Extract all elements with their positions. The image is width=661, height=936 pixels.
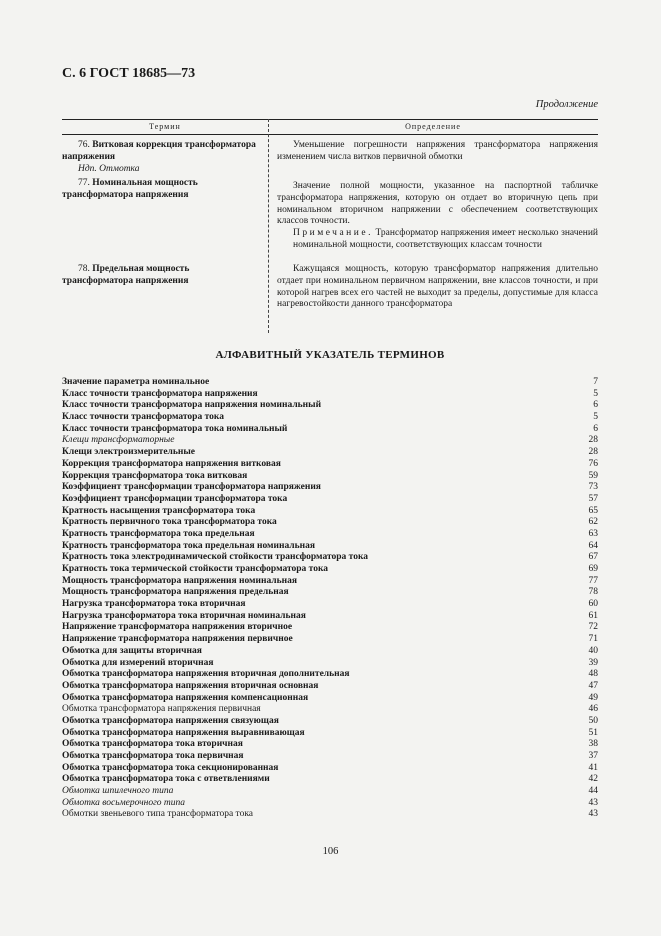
index-entry: Кратность тока термической стойкости трансформатора тока 69 (62, 564, 598, 574)
alphabetical-index (62, 377, 598, 821)
page-number: 106 (322, 846, 339, 857)
index-entry: Обмотка трансформатора напряжения вторичная дополнительная 48 (62, 669, 598, 680)
page-header: С. 6 ГОСТ 18685—73 (62, 66, 196, 81)
term-name: Номинальная мощность трансформатора напряжения (62, 178, 198, 200)
note-text: Трансформатор напряжения имеет несколько значений номинальной мощности, соответствующих классам точности (293, 228, 599, 250)
table-column-divider (268, 119, 269, 333)
definition-text: Кажущаяся мощность, которую трансформатор напряжения длительно отдает при номинальном первичном напряжении, вне классов точности, и при которой нагрев всех его частей не выходит за пределы, допустимые для класса нагревостойкости данного трансформатора (277, 264, 598, 310)
index-entry: Напряжение трансформатора напряжения первичное 71 (62, 634, 598, 645)
index-entry: Коррекция трансформатора напряжения витковая 76 (62, 458, 598, 469)
index-entry: Обмотка трансформатора тока с ответвлениями 42 (62, 774, 598, 785)
index-entry: Кратность трансформатора тока предельная номинальная 64 (62, 540, 598, 551)
index-entry: Обмотка трансформатора тока секционированная 41 (62, 762, 598, 773)
definition-77 (277, 181, 598, 252)
term-76 (62, 140, 262, 175)
column-header-term: Термин (149, 122, 181, 131)
term-name: Витковая коррекция трансформатора напряжения (62, 140, 256, 162)
index-entry: Обмотка шпилечного типа 44 (62, 786, 598, 797)
definition-note (277, 228, 598, 252)
definition-text: Уменьшение погрешности напряжения трансформатора напряжения изменением числа витков первичной обмотки (277, 140, 598, 162)
table-header-rule (62, 134, 598, 135)
index-entry: Обмотка восьмерочного типа 43 (62, 797, 598, 808)
index-entry: Коэффициент трансформации трансформатора напряжения 73 (62, 482, 598, 493)
index-entry: Обмотка трансформатора тока первичная 37 (62, 751, 598, 761)
index-entry: Мощность трансформатора напряжения предельная 78 (62, 587, 598, 598)
note-label: Примечание. (293, 228, 373, 239)
index-entry: Обмотка для измерений вторичная 39 (62, 657, 598, 668)
definition-text: Значение полной мощности, указанное на паспортной табличке трансформатора напряжения, которую он отдает во вторичную цепь при номинальном вторичном напряжении с обеспечением соответствующих классов точности. (277, 181, 598, 227)
index-entry: Класс точности трансформатора напряжения 5 (62, 388, 598, 399)
index-entry: Нагрузка трансформатора тока вторичная 60 (62, 599, 598, 610)
index-entry: Кратность первичного тока трансформатора тока 62 (62, 517, 598, 528)
continuation-label: Продолжение (535, 99, 598, 110)
index-title: АЛФАВИТНЫЙ УКАЗАТЕЛЬ ТЕРМИНОВ (215, 349, 445, 361)
definition-76 (277, 140, 598, 164)
index-entry: Значение параметра номинальное 7 (62, 377, 598, 387)
column-header-definition: Определение (405, 122, 461, 131)
index-entry: Обмотка трансформатора напряжения компенсационная 49 (62, 692, 598, 703)
index-entry: Кратность трансформатора тока предельная 63 (62, 528, 598, 539)
index-entry: Класс точности трансформатора напряжения номинальный 6 (62, 400, 598, 411)
index-entry: Напряжение трансформатора напряжения вторичное 72 (62, 622, 598, 633)
index-entry: Обмотка для защиты вторичная 40 (62, 645, 598, 656)
term-number: 77. (78, 178, 90, 188)
index-entry: Кратность тока электродинамической стойкости трансформатора тока 67 (62, 552, 598, 563)
definition-78 (277, 264, 598, 311)
index-entry: Обмотка трансформатора тока вторичная 38 (62, 739, 598, 750)
table-top-rule (62, 119, 598, 120)
term-number: 76. (78, 140, 90, 150)
index-entry: Обмотки звеньевого типа трансформатора тока 43 (62, 809, 598, 820)
term-name: Предельная мощность трансформатора напряжения (62, 264, 190, 286)
term-78 (62, 264, 262, 288)
index-entry: Обмотка трансформатора напряжения связующая 50 (62, 715, 598, 726)
index-entry: Клещи электроизмерительные 28 (62, 447, 598, 458)
index-entry: Мощность трансформатора напряжения номинальная 77 (62, 575, 598, 586)
index-entry: Класс точности трансформатора тока номинальный 6 (62, 423, 598, 434)
index-entry: Обмотка трансформатора напряжения вторичная основная 47 (62, 680, 598, 691)
index-entry: Кратность насыщения трансформатора тока 65 (62, 505, 598, 516)
term-77 (62, 178, 262, 202)
index-entry: Коррекция трансформатора тока витковая 59 (62, 470, 598, 481)
index-entry: Обмотка трансформатора напряжения первичная 46 (62, 704, 598, 715)
index-entry: Обмотка трансформатора напряжения выравнивающая 51 (62, 727, 598, 738)
index-entry: Нагрузка трансформатора тока вторичная номинальная 61 (62, 610, 598, 621)
term-number: 78. (78, 264, 90, 274)
term-alternative: Ндп. Отмотка (78, 163, 140, 174)
index-entry: Клещи трансформаторные 28 (62, 435, 598, 446)
index-entry: Коэффициент трансформации трансформатора тока 57 (62, 493, 598, 504)
index-entry: Класс точности трансформатора тока 5 (62, 412, 598, 423)
